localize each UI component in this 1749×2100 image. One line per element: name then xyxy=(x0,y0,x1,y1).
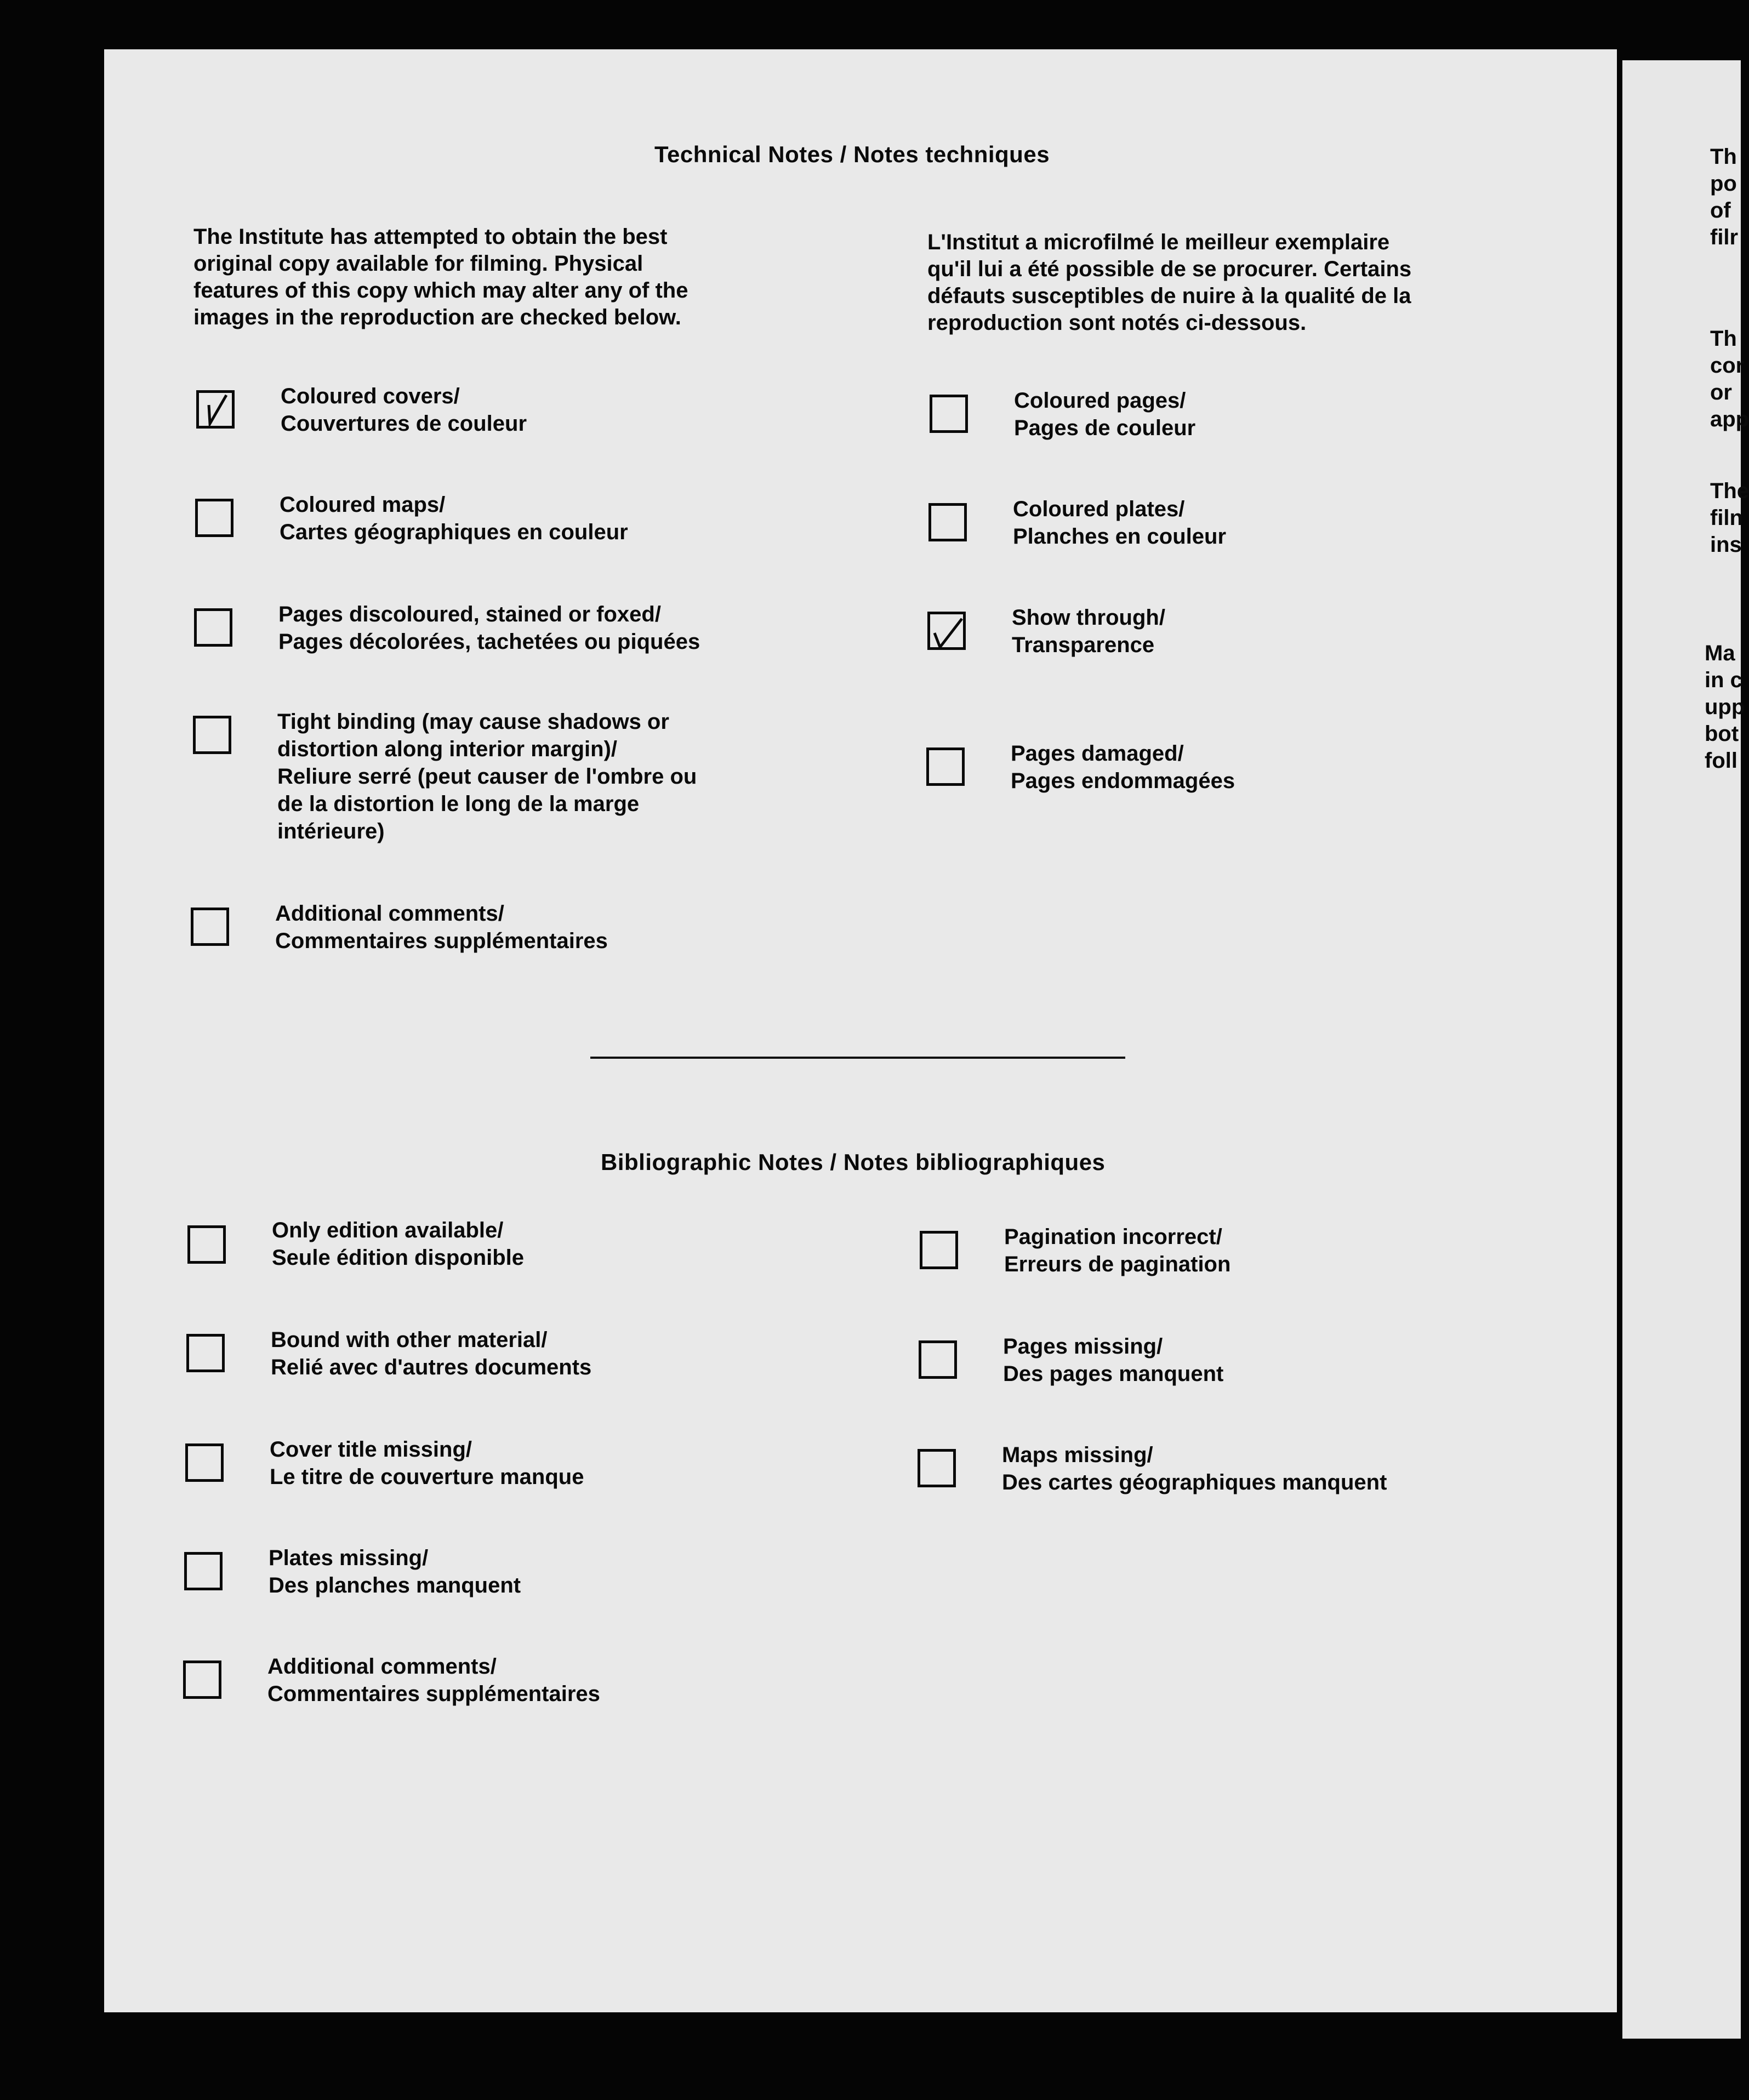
label-coloured-maps: Coloured maps/ Cartes géographiques en couleur xyxy=(280,493,628,544)
checkbox-additional-comments-technical[interactable] xyxy=(191,908,229,946)
label-coloured-covers: Coloured covers/ Couvertures de couleur xyxy=(281,384,527,436)
checkbox-bound-with[interactable] xyxy=(186,1334,225,1372)
checkbox-pages-discoloured[interactable] xyxy=(194,608,232,647)
checkbox-coloured-plates[interactable] xyxy=(928,503,967,541)
checkbox-pages-damaged[interactable] xyxy=(926,747,965,786)
checkbox-tight-binding[interactable] xyxy=(193,716,231,754)
checkbox-plates-missing[interactable] xyxy=(184,1552,223,1590)
technical-notes-title: Technical Notes / Notes techniques xyxy=(654,141,1050,167)
label-pagination-incorrect: Pagination incorrect/ Erreurs de pagination xyxy=(1004,1225,1231,1276)
label-pages-missing: Pages missing/ Des pages manquent xyxy=(1003,1334,1224,1386)
label-bound-with: Bound with other material/ Relié avec d'autres documents xyxy=(271,1328,592,1379)
label-coloured-pages: Coloured pages/ Pages de couleur xyxy=(1014,389,1196,440)
checkbox-cover-title-missing[interactable] xyxy=(185,1443,224,1482)
adjacent-text-2: Th cor or app xyxy=(1710,327,1749,431)
checkbox-additional-comments-bibliographic[interactable] xyxy=(183,1660,221,1699)
checkbox-coloured-maps[interactable] xyxy=(195,499,233,537)
label-only-edition: Only edition available/ Seule édition disponible xyxy=(272,1218,525,1270)
label-plates-missing: Plates missing/ Des planches manquent xyxy=(269,1546,521,1597)
adjacent-text-4: Ma in c upp bot foll xyxy=(1705,641,1745,773)
label-coloured-plates: Coloured plates/ Planches en couleur xyxy=(1013,497,1227,549)
label-additional-comments-bibliographic: Additional comments/ Commentaires supplémentaires xyxy=(267,1654,600,1706)
checkmark-icon xyxy=(198,390,236,430)
checkmark-icon xyxy=(929,611,967,652)
label-tight-binding: Tight binding (may cause shadows or distortion along interior margin)/ Reliure serré (peut causer de l'ombre ou de la distortion le long de la marge intérieure) xyxy=(277,710,697,843)
adjacent-text-3: The filn ins xyxy=(1710,479,1749,557)
bibliographic-notes-title: Bibliographic Notes / Notes bibliographiques xyxy=(601,1149,1106,1175)
intro-english: The Institute has attempted to obtain the best original copy available for filming. Physical features of this copy which may alter any of the images in the reproduction are checked below. xyxy=(193,225,688,329)
checkbox-show-through[interactable] xyxy=(927,612,966,650)
label-pages-discoloured: Pages discoloured, stained or foxed/ Pages décolorées, tachetées ou piquées xyxy=(278,602,700,654)
intro-french: L'Institut a microfilmé le meilleur exemplaire qu'il lui a été possible de se procurer. Certains défauts susceptibles de nuire à la qualité de la reproduction sont notés ci-dessous. xyxy=(927,230,1412,335)
label-show-through: Show through/ Transparence xyxy=(1012,606,1165,657)
label-additional-comments-technical: Additional comments/ Commentaires supplémentaires xyxy=(275,901,608,953)
checkbox-pages-missing[interactable] xyxy=(919,1340,957,1379)
label-pages-damaged: Pages damaged/ Pages endommagées xyxy=(1011,741,1235,793)
checkbox-coloured-pages[interactable] xyxy=(930,395,968,433)
document-page xyxy=(104,49,1617,2012)
checkbox-only-edition[interactable] xyxy=(187,1225,226,1264)
adjacent-text-1: Th po of filr xyxy=(1710,145,1739,249)
section-divider xyxy=(590,1057,1125,1059)
checkbox-coloured-covers[interactable] xyxy=(196,390,235,429)
label-cover-title-missing: Cover title missing/ Le titre de couverture manque xyxy=(270,1437,584,1489)
checkbox-maps-missing[interactable] xyxy=(918,1449,956,1487)
adjacent-page xyxy=(1622,60,1749,2039)
checkbox-pagination-incorrect[interactable] xyxy=(920,1231,958,1269)
label-maps-missing: Maps missing/ Des cartes géographiques manquent xyxy=(1002,1443,1387,1494)
